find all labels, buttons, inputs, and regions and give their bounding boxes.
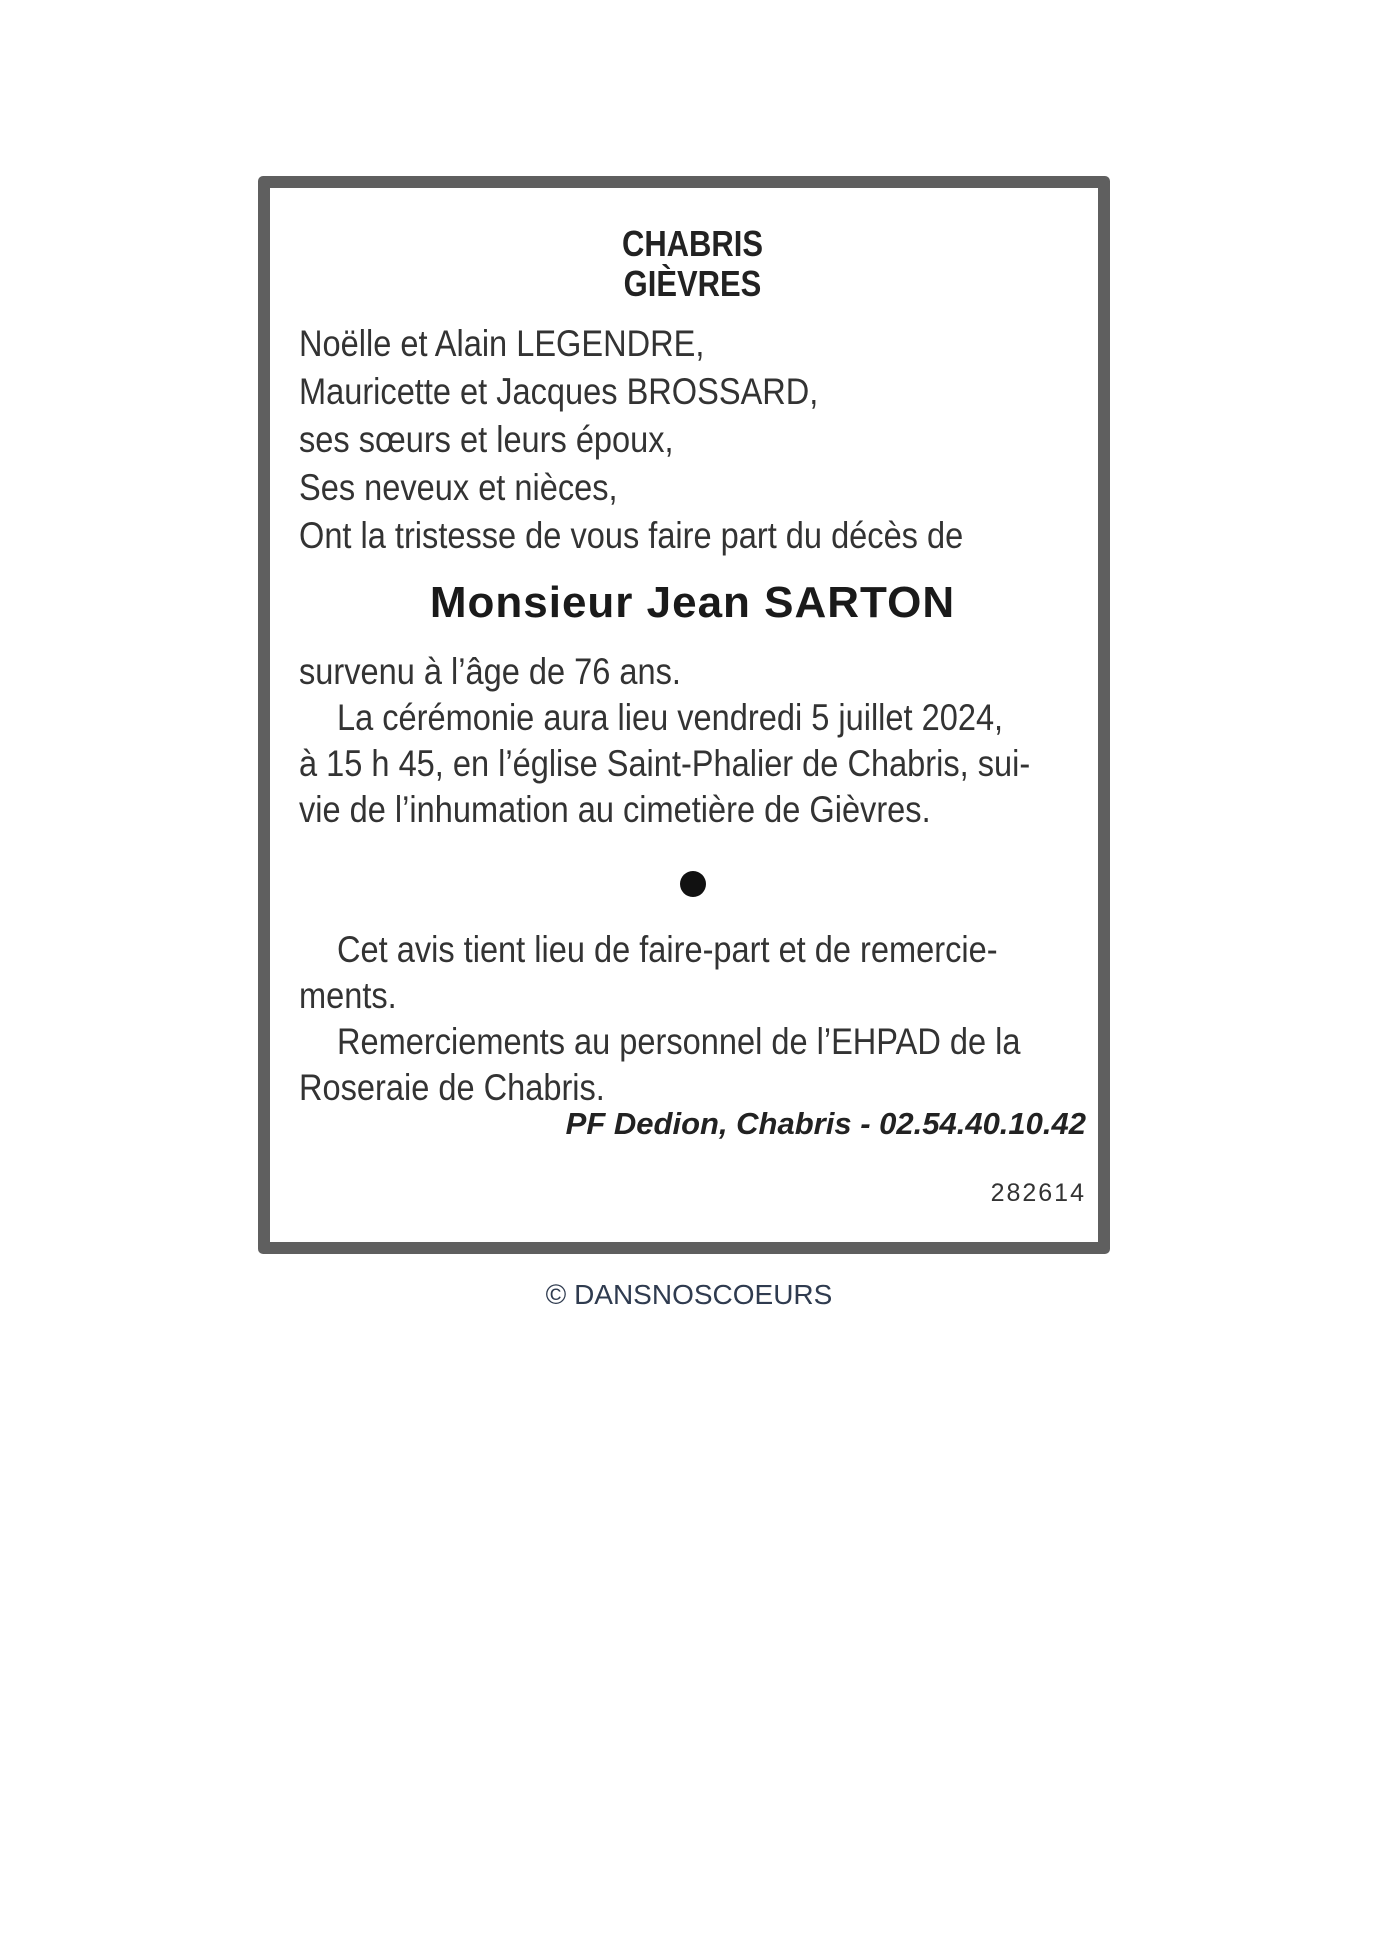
notice-content — [299, 188, 1086, 1242]
age-line: survenu à l’âge de 76 ans. — [299, 651, 681, 692]
family-line: Noëlle et Alain LEGENDRE, — [299, 323, 705, 364]
ceremony-line: La cérémonie aura lieu vendredi 5 juillet 2024, — [337, 697, 1004, 738]
closing-line: ments. — [299, 975, 397, 1016]
closing-paragraph — [299, 926, 1086, 1110]
ceremony-paragraph — [299, 648, 1086, 832]
localities-heading — [354, 224, 1031, 304]
ceremony-line: vie de l’inhumation au cimetière de Gièvres. — [299, 789, 931, 830]
family-announcement — [299, 320, 1054, 560]
closing-line: Roseraie de Chabris. — [299, 1067, 605, 1108]
family-line: Mauricette et Jacques BROSSARD, — [299, 371, 819, 412]
locality-chabris: CHABRIS — [621, 223, 764, 264]
family-line: ses sœurs et leurs époux, — [299, 419, 674, 460]
family-line: Ses neveux et nièces, — [299, 467, 618, 508]
deceased-name: Monsieur Jean SARTON — [429, 578, 956, 627]
obituary-notice — [258, 176, 1110, 1254]
copyright-notice: © DANSNOSCOEURS — [545, 1279, 833, 1310]
funeral-home-signature: PF Dedion, Chabris - 02.54.40.10.42 — [565, 1106, 1086, 1141]
closing-line: Cet avis tient lieu de faire-part et de remercie- — [337, 929, 998, 970]
separator-bullet-icon — [680, 871, 706, 897]
family-line: Ont la tristesse de vous faire part du décès de — [299, 515, 964, 556]
ceremony-line: à 15 h 45, en l’église Saint-Phalier de Chabris, sui- — [299, 743, 1031, 784]
locality-gievres: GIÈVRES — [623, 263, 762, 304]
reference-number: 282614 — [990, 1179, 1086, 1207]
closing-line: Remerciements au personnel de l’EHPAD de la — [337, 1021, 1021, 1062]
